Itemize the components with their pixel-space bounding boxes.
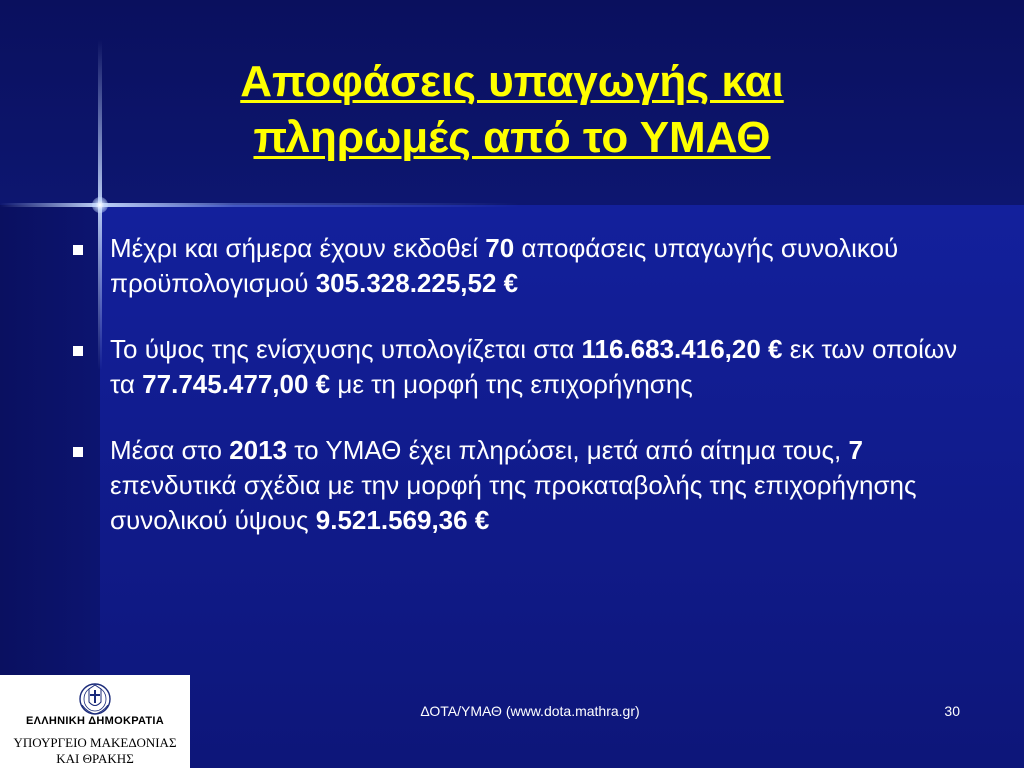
footer-text: ΔΟΤΑ/ΥΜΑΘ (www.dota.mathra.gr) (420, 703, 640, 719)
bullet-highlight-value: 2013 (229, 435, 288, 465)
bullet-text: εκ των οποίων τα (110, 334, 958, 399)
sparkle-icon (92, 197, 108, 213)
bullet-text: αποφάσεις υπαγωγής συνολικού προϋπολογισμού (110, 233, 899, 298)
bullet-text: με τη μορφή της επιχορήγησης (330, 369, 693, 399)
square-bullet-icon (73, 447, 83, 457)
logo-title: ΕΛΛΗΝΙΚΗ ΔΗΜΟΚΡΑΤΙΑ (26, 715, 164, 727)
bullet-item-2 (73, 332, 973, 402)
sparkle-horizontal-ray (0, 203, 520, 207)
bullet-highlight-value: 116.683.416,20 € (581, 334, 783, 364)
square-bullet-icon (73, 346, 83, 356)
ministry-logo (0, 675, 190, 768)
bullet-text: το ΥΜΑΘ έχει πληρώσει, μετά από αίτημα τους, (287, 435, 849, 465)
slide-title-line-1: Αποφάσεις υπαγωγής και (240, 57, 784, 106)
logo-ministry-name-continued: ΚΑΙ ΘΡΑΚΗΣ (56, 751, 134, 766)
bullet-highlight-value: 9.521.569,36 € (315, 505, 490, 535)
logo-ministry-name: ΥΠΟΥΡΓΕΙΟ ΜΑΚΕΔΟΝΙΑΣ (13, 735, 177, 750)
bullet-highlight-value: 7 (848, 435, 863, 465)
bullet-highlight-value: 305.328.225,52 € (315, 268, 519, 298)
bullet-text: Το ύψος της ενίσχυσης υπολογίζεται στα (110, 334, 582, 364)
bullet-text: επενδυτικά σχέδια με την μορφή της προκαταβολής της επιχορήγησης συνολικού ύψους (110, 470, 917, 535)
bullet-item-1 (73, 231, 973, 301)
page-number: 30 (944, 703, 960, 719)
bullet-list (73, 231, 973, 538)
slide-title (100, 54, 924, 166)
square-bullet-icon (73, 245, 83, 255)
bullet-highlight-value: 77.745.477,00 € (142, 369, 331, 399)
bullet-text: Μέσα στο (110, 435, 230, 465)
slide-title-line-2: πληρωμές από το ΥΜΑΘ (253, 113, 771, 162)
bullet-text: Μέχρι και σήμερα έχουν εκδοθεί (110, 233, 486, 263)
greek-coat-of-arms-icon (79, 681, 111, 715)
bullet-highlight-value: 70 (485, 233, 515, 263)
bullet-item-3 (73, 433, 973, 538)
